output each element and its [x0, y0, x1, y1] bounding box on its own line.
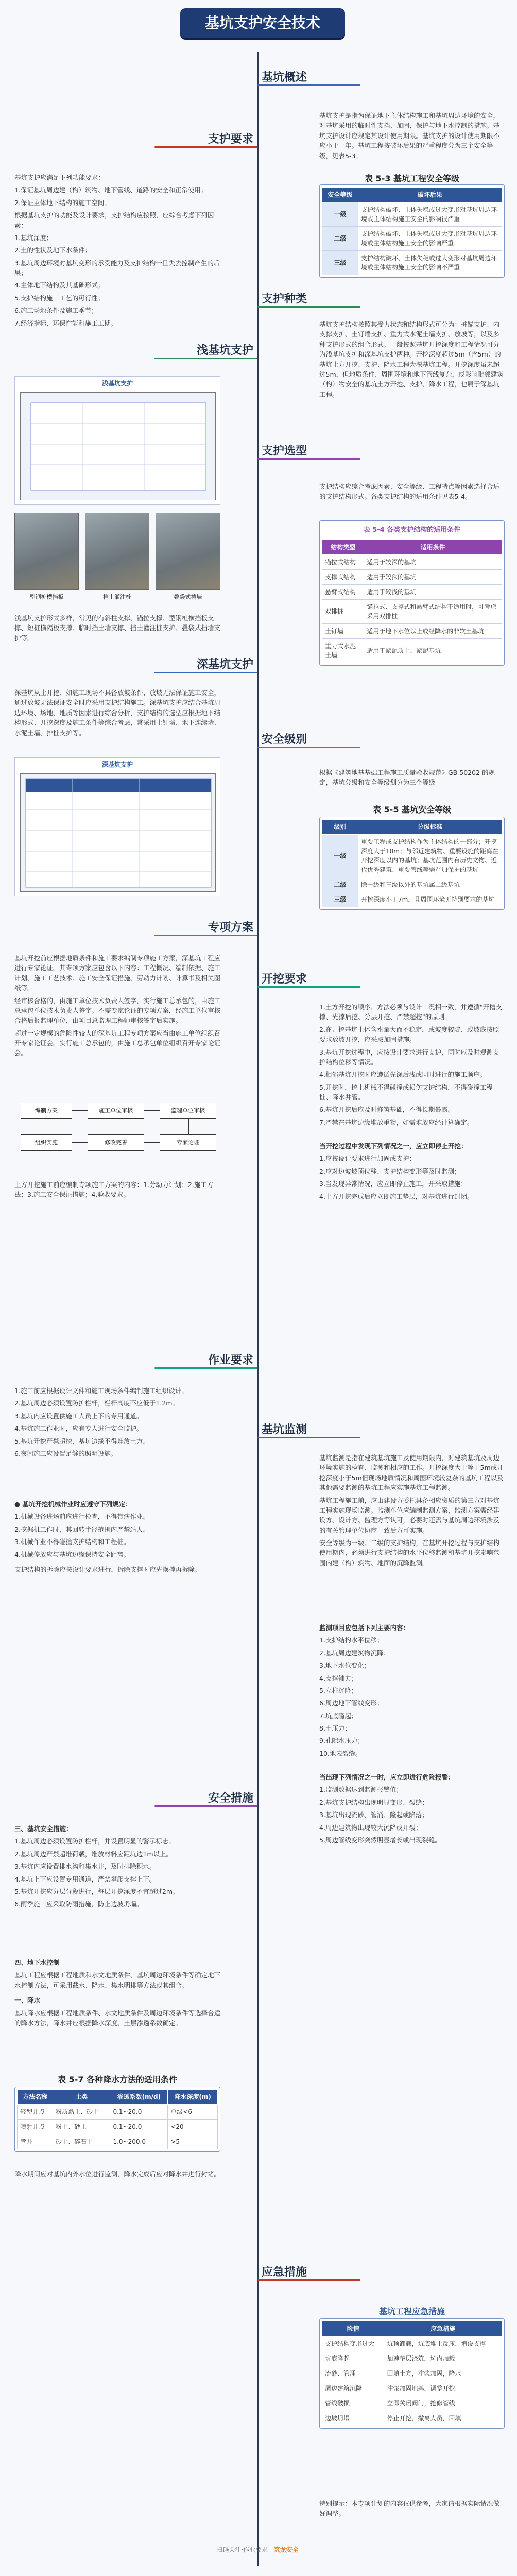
- branch-deep: [154, 654, 257, 673]
- table-row: [322, 2336, 502, 2351]
- list-item: 4.基坑上下应设置专用通道，严禁攀爬支撑上下。: [14, 1875, 156, 1883]
- branch-label: 应急措施: [262, 2265, 307, 2279]
- table-cell: 砂土、碎石土: [53, 2134, 110, 2149]
- shallow-diagram: [20, 392, 216, 500]
- branch-requirements: [154, 129, 257, 147]
- list-item: 4.土方开挖完成后应立即施工垫层，对基坑进行封闭。: [319, 1192, 474, 1200]
- measures-table: [17, 2089, 218, 2149]
- deep-figure: [14, 757, 220, 896]
- support-photo: [14, 513, 79, 590]
- branch-label: 深基坑支护: [196, 658, 253, 671]
- types-text: [319, 319, 505, 402]
- flow-node: 编制方案: [21, 1103, 72, 1119]
- shallow-figure: [14, 376, 220, 505]
- table-row: [322, 202, 502, 227]
- table-cell: 回填土方，注浆加固，降水: [384, 2366, 502, 2381]
- list-item: 1.保证基坑周边建（构）筑物、地下管线、道路的安全和正常使用；: [14, 186, 208, 194]
- branch-label: 支护种类: [262, 292, 307, 306]
- table-cell: 流砂、管涌: [322, 2366, 384, 2381]
- safety-level-table-caption: 表 5-5 基坑安全等级: [372, 805, 452, 815]
- list-item: 1.施工前应根据设计文件和施工现场条件编制施工组织设计。: [14, 1387, 188, 1395]
- list-item: 4.基坑施工作业时，应有专人进行安全监护。: [14, 1425, 143, 1433]
- table-row: [322, 2411, 502, 2426]
- table-row: [322, 2351, 502, 2366]
- operation-closing: 支护结构的拆除应按设计要求进行，拆除支撑时应先换撑再拆除。: [14, 1565, 201, 1573]
- excavation-list: [319, 1002, 505, 1130]
- list-item: 4.机械停放应与基坑边缘保持安全距离。: [14, 1550, 130, 1558]
- table-cell: 单级<6: [168, 2105, 218, 2120]
- table-row: [322, 892, 502, 907]
- table-cell: 锚拉式结构: [322, 554, 364, 569]
- section-title: 四、地下水控制: [14, 1959, 60, 1967]
- list-item: 6.周边地下管线变形；: [319, 1699, 384, 1707]
- list-item: 6.基坑开挖后应及时修筑基础，不得长期暴露。: [319, 1106, 454, 1114]
- table-cell: 加速垫层浇筑，坑内加载: [384, 2351, 502, 2366]
- list-item: 2.保证主体地下结构的施工空间。: [14, 198, 111, 207]
- table-cell: 0.1~20.0: [110, 2105, 168, 2120]
- shallow-figure-title: 浅基坑支护: [101, 380, 133, 387]
- list-item: 2.基坑周边必须设置防护栏杆，栏杆高度不应低于1.2m。: [14, 1399, 179, 1408]
- measures-paragraph: 基坑降水应根据工程地质条件、水文地质条件及周边环境条件等选择合适的降水方法，降水井应根据降水深度、土层渗透系数确定。: [14, 2009, 221, 2027]
- table-row: [322, 2396, 502, 2411]
- table-cell: 注浆加固地基，调整开挖: [384, 2381, 502, 2396]
- list-item: 根据基坑支护的功能及设计要求，支护结构应按照，应综合考虑下列因素：: [14, 211, 214, 229]
- flow-arrow: [72, 1142, 88, 1143]
- list-item: 2.基坑周边严禁超堆荷载，堆放材料应距坑边1m以上。: [14, 1850, 173, 1858]
- special-plan-paragraph: 经审核合格的，由施工单位技术负责人签字，实行施工总承包的，由施工总承包单位技术负责人签字。不需专家论证的专项方案，经施工单位审核合格后报监理单位，由项目总监理工程师审核签字后实施。: [14, 996, 221, 1025]
- table-cell: 除一级和三级以外的基坑属二级基坑: [358, 877, 502, 892]
- monitoring-text: [319, 1453, 505, 1570]
- list-item: 7.坑底隆起；: [319, 1711, 358, 1720]
- table-cell: >5: [168, 2134, 218, 2149]
- list-item: 3.机械作业不得碰撞支护结构和工程桩。: [14, 1538, 130, 1546]
- list-item: 1.监测数据达到监测报警值；: [319, 1786, 403, 1794]
- footer-brand: 筑龙安全: [273, 2546, 299, 2553]
- list-item: 5.立柱沉降；: [319, 1686, 358, 1694]
- selection-text: [319, 482, 505, 504]
- table-header: 级别: [322, 820, 358, 835]
- flow-arrow: [72, 1110, 88, 1111]
- excavation-stop: [319, 1141, 505, 1204]
- table-header: 险情: [322, 2321, 384, 2336]
- support-photo: [156, 513, 220, 590]
- list-item: 3.基坑出现流砂、管涌、隆起或陷落；: [319, 1811, 428, 1819]
- section-title: 一、降水: [14, 1996, 41, 2005]
- shallow-caption: [14, 613, 220, 646]
- table-cell: 轻型井点: [18, 2105, 53, 2120]
- selection-table: [322, 539, 502, 663]
- safety-level-paragraph: 根据《建筑地基基础工程施工质量验收规范》GB 50202 的规定，基坑分级和安全等级划分为三个等级: [319, 769, 495, 787]
- section-title: ● 基坑开挖机械作业时应遵守下列规定：: [14, 1500, 132, 1508]
- table-header: 分级标准: [358, 820, 502, 835]
- table-cell: 适用于较深的基坑: [364, 569, 502, 584]
- special-plan-paragraph: 超过一定规模的危险性较大的深基坑工程专项方案应当由施工单位组织召开专家论证会。实行施工总承包的，由施工总承包单位组织召开专家论证会。: [14, 1029, 221, 1057]
- emergency-table-box: [319, 2318, 505, 2429]
- deep-diagram: [20, 773, 216, 892]
- page-title: 基坑支护安全技术: [180, 8, 345, 38]
- table-row: [322, 227, 502, 251]
- emergency-table: [322, 2321, 502, 2426]
- table-cell: 0.1~20.0: [110, 2120, 168, 2134]
- monitoring-paragraph: 基坑工程施工前，应由建设方委托具备相应资质的第三方对基坑工程实施现场监测。监测单位应编制监测方案，监测方案需经建设方、设计方、监理方等认可，必要时还需与基坑周边环境涉及的有关管理单位协商一致后方可实施。: [319, 1496, 500, 1534]
- table-header: 渗透系数(m/d): [110, 2090, 168, 2105]
- flow-node: 专家论证: [160, 1134, 216, 1151]
- branch-emergency: [257, 2262, 360, 2280]
- table-cell: <20: [168, 2120, 218, 2134]
- list-item: 7.严禁在基坑边缘堆放重物，如需堆放应经计算确定。: [319, 1118, 474, 1126]
- list-item: 5.基坑开挖应分层分段进行，每层开挖深度不宜超过2m。: [14, 1887, 179, 1895]
- table-header: 应急措施: [384, 2321, 502, 2336]
- branch-monitoring: [257, 1419, 360, 1438]
- table-header: 降水深度(m): [168, 2090, 218, 2105]
- safety-level-text: [319, 768, 505, 790]
- list-item: 6.施工场地条件及施工季节；: [14, 307, 98, 315]
- special-plan-contents: [14, 1180, 220, 1202]
- table-cell: 粉土、砂土: [53, 2120, 110, 2134]
- branch-safety-level: [257, 729, 360, 748]
- table-row: [322, 584, 502, 599]
- table-cell: 坑底隆起: [322, 2351, 384, 2366]
- operation-machine: [14, 1499, 220, 1577]
- table-cell: 锚拉式、支撑式和悬臂式结构不适用时，可考虑采用双排桩: [364, 599, 502, 623]
- table-cell: 支撑式结构: [322, 569, 364, 584]
- list-item: 2.基坑周边建筑物沉降；: [319, 1649, 390, 1657]
- table-cell: 三级: [322, 892, 358, 907]
- table-row: [322, 599, 502, 623]
- table-cell: 一级: [322, 835, 358, 877]
- footer-text: 扫码关注·作业要求: [216, 2546, 268, 2553]
- branch-label: 专项方案: [208, 921, 253, 934]
- list-item: 1.基坑深度；: [14, 233, 53, 242]
- branch-label: 支护要求: [208, 132, 253, 146]
- support-section-icon: [21, 393, 216, 501]
- table-cell: 开挖深度小于7m，且周围环境无特别要求的基坑: [358, 892, 502, 907]
- table-header: 方法名称: [18, 2090, 53, 2105]
- table-cell: 周边建筑沉降: [322, 2381, 384, 2396]
- table-cell: 管井: [18, 2134, 53, 2149]
- list-item: 3.当发现异常情况，应立即停止施工，并采取措施；: [319, 1180, 467, 1188]
- list-item: 4.主体地下结构及其基础形式；: [14, 281, 105, 290]
- table-cell: 停止开挖，撤离人员，回填: [384, 2411, 502, 2426]
- table-cell: 粉质黏土、砂土: [53, 2105, 110, 2120]
- table-row: [322, 835, 502, 877]
- branch-shallow: [154, 340, 257, 359]
- list-item: 1.基坑周边必须设置防护栏杆，并设置明显的警示标志。: [14, 1837, 175, 1845]
- list-item: 4.周边建筑物出现较大沉降或开裂；: [319, 1823, 422, 1832]
- list-item: 4.支撑轴力；: [319, 1674, 358, 1682]
- branch-operation: [154, 1350, 257, 1368]
- special-plan-flowchart: [21, 1103, 216, 1170]
- list-item: 7.经济指标、环保性能和施工工期。: [14, 319, 117, 327]
- overview-table-box: [319, 184, 505, 278]
- branch-label: 基坑监测: [262, 1423, 307, 1436]
- footer: [31, 2545, 484, 2554]
- section-title: 当开挖过程中发现下列情况之一，应立即停止开挖：: [319, 1142, 468, 1150]
- flow-node: 修改完善: [88, 1134, 144, 1151]
- table-row: [322, 554, 502, 569]
- measures-water: [14, 1958, 220, 2030]
- measures-closing: [14, 2169, 220, 2181]
- table-row: [18, 2120, 218, 2134]
- table-row: [18, 2105, 218, 2120]
- photo-caption: 叠袋式挡墙: [174, 594, 202, 600]
- measures-paragraph: 基坑工程应根据工程地质和水文地质条件、基坑周边环境条件等确定地下水控制方法，可采用截水、降水、集水明排等方法或其组合。: [14, 1971, 221, 1989]
- flow-arrow: [188, 1119, 189, 1134]
- monitoring-paragraph: 基坑监测是指在建筑基坑施工及使用期限内，对建筑基坑及周边环境实施的检查、监测和相应的工作。开挖深度大于等于5m或开挖深度小于5m但现场地质情况和周围环境较复杂的基坑工程以及其他需要监测的基坑工程应实施基坑工程监测。: [319, 1454, 504, 1492]
- table-header: 土类: [53, 2090, 110, 2105]
- table-cell: 喷射井点: [18, 2120, 53, 2134]
- table-cell: 二级: [322, 227, 358, 251]
- list-item: 10.地表裂缝。: [319, 1749, 362, 1757]
- table-cell: 重力式水泥土墙: [322, 638, 364, 663]
- emergency-note: [319, 2499, 505, 2521]
- branch-label: 支护选型: [262, 444, 307, 457]
- selection-paragraph: 支护结构应综合考虑因素、安全等级、工程特点等因素选择合适的支护结构形式。各类支护结构的适用条件见表5-4。: [319, 483, 500, 501]
- flow-arrow: [144, 1142, 160, 1143]
- safety-level-table-box: [319, 817, 505, 910]
- selection-table-caption: 表 5-4 各类支护结构的适用条件: [363, 526, 461, 534]
- list-item: 5.开挖时，挖土机械不得碰撞或损伤支护结构，不得碰撞工程桩、降水井管。: [319, 1083, 493, 1101]
- branch-label: 浅基坑支护: [196, 344, 253, 357]
- branch-label: 安全措施: [208, 1791, 253, 1805]
- list-item: 9.孔隙水压力；: [319, 1737, 364, 1745]
- overview-table: [322, 187, 502, 275]
- photo-caption: 挡土灌注桩: [103, 594, 131, 600]
- list-item: 1.机械设备进场前应进行检查，不得带病作业。: [14, 1513, 149, 1521]
- branch-types: [257, 289, 360, 307]
- monitoring-check: [319, 1623, 505, 1761]
- table-cell: 适用于淤泥质土、淤泥基坑: [364, 638, 502, 663]
- table-cell: 适用于较浅的基坑: [364, 584, 502, 599]
- emergency-table-caption: 基坑工程应急措施: [378, 2307, 445, 2316]
- table-cell: 支护结构破坏、土体失稳或过大变形对基坑周边环境或主体结构施工安全的影响严重: [358, 227, 502, 251]
- list-item: 5.基坑开挖严禁超挖，基坑边缘不得堆放土方。: [14, 1437, 149, 1445]
- table-cell: 悬臂式结构: [322, 584, 364, 599]
- list-item: 2.挖掘机工作时，其回转半径范围内严禁站人。: [14, 1525, 149, 1533]
- table-cell: 一级: [322, 202, 358, 227]
- table-cell: 支护结构破坏、土体失稳或过大变形对基坑周边环境或主体结构施工安全的影响很严重: [358, 202, 502, 227]
- table-row: [322, 251, 502, 275]
- special-plan-text: [14, 953, 220, 1061]
- branch-excavation: [257, 969, 360, 987]
- list-item: 2.基坑支护结构出现明显变形、裂缝；: [319, 1798, 428, 1806]
- requirements-intro: 基坑支护应满足下列功能要求：: [14, 174, 105, 181]
- selection-table-box: [319, 520, 505, 666]
- table-header: 结构类型: [322, 539, 364, 554]
- operation-list: [14, 1386, 220, 1461]
- table-cell: 二级: [322, 877, 358, 892]
- list-item: 2.在开挖基坑土体含水量大而不稳定，或坡度较陡、或坡底按照要求放坡开挖，应采取加固措施。: [319, 1025, 499, 1044]
- branch-selection: [257, 440, 360, 459]
- list-item: 6.雨季施工应采取防雨措施，防止边坡坍塌。: [14, 1900, 143, 1908]
- flow-arrow: [144, 1110, 160, 1111]
- mindmap-spine: [257, 52, 259, 2566]
- measures-table-caption: 表 5-7 各种降水方法的适用条件: [57, 2075, 178, 2084]
- branch-label: 安全级别: [262, 733, 307, 746]
- monitoring-paragraph: 安全等级为一级、二级的支护结构，在基坑开挖过程与支护结构使用期内，必须进行支护结构的水平位移监测和基坑开挖影响范围内建（构）筑物、地面的沉降监测。: [319, 1539, 500, 1567]
- shallow-photo-row: [14, 513, 220, 605]
- flow-node: 施工单位审核: [88, 1103, 144, 1119]
- list-item: 1.土方开挖的顺序、方法必须与设计工况相一致，并遵循"开槽支撑、先撑后挖、分层开挖、严禁超挖"的原则。: [319, 1003, 503, 1021]
- table-row: [322, 569, 502, 584]
- safety-level-table: [322, 819, 502, 907]
- list-item: 3.地下水位变化；: [319, 1662, 371, 1670]
- list-item: 2.土的性状及地下水条件；: [14, 246, 92, 255]
- table-cell: 双排桩: [322, 599, 364, 623]
- list-item: 3.基坑内应设置供施工人员上下的专用通道。: [14, 1412, 143, 1420]
- special-plan-paragraph: 土方开挖施工前应编制专项施工方案的内容：1.劳动力计划；2.施工方法；3.施工安全保证措施；4.验收要求。: [14, 1181, 214, 1199]
- table-cell: 土钉墙: [322, 623, 364, 638]
- monitoring-alarm: [319, 1772, 505, 1848]
- branch-overview: [257, 67, 360, 86]
- table-row: [322, 638, 502, 663]
- table-cell: 支护结构变形过大: [322, 2336, 384, 2351]
- list-item: 5.支护结构施工工艺的可行性；: [14, 294, 105, 302]
- table-header: 安全等级: [322, 188, 358, 202]
- branch-label: 作业要求: [208, 1353, 253, 1367]
- table-cell: 重要工程或支护结构作为主体结构的一部分；开挖深度大于10m；与邻近建筑物、重要设施的距离在开挖深度以内的基坑；基坑范围内有历史文物、近代优秀建筑、重要管线等需严加保护的基坑: [358, 835, 502, 877]
- emergency-note-text: 特别提示：本专项计划的内容仅供参考，大家请根据实际情况做好调整。: [319, 2500, 500, 2518]
- support-photo: [85, 513, 149, 590]
- table-row: [322, 623, 502, 638]
- branch-measures: [154, 1788, 257, 1806]
- list-item: 8.土压力；: [319, 1724, 351, 1732]
- list-item: 3.基坑周边环境对基坑变形的承受能力及支护结构一旦失去控制产生的后果；: [14, 259, 220, 277]
- photo-caption: 型钢桩横挡板: [29, 594, 64, 600]
- requirements-list: [14, 173, 220, 331]
- types-paragraph: 基坑支护结构按照其受力状态和结构形式可分为：桩锚支护、内支撑支护、土钉墙支护、重力式水泥土墙支护、放坡等，以及多种支护形式的组合形式。一般按照基坑开挖深度和工程情况可分为浅基坑支护和深基坑支护两种。开挖深度超过5m（含5m）的基坑土方开挖、支护、降水工程为深基坑工程。开挖深度虽未超过5m，但地质条件、周围环境和地下管线复杂，或影响毗邻建筑（构）物安全的基坑土方开挖、支护、降水工程，也属于深基坑工程。: [319, 320, 504, 398]
- table-cell: 支护结构破坏、土体失稳或过大变形对基坑周边环境或主体结构施工安全的影响不严重: [358, 251, 502, 275]
- measures-list: [14, 1824, 220, 1912]
- list-item: 4.相邻基坑开挖时应遵循先深后浅或同时进行的施工顺序。: [319, 1071, 487, 1079]
- overview-text: [319, 111, 505, 163]
- measures-closing-text: 降水期间应对基坑内外水位进行监测，降水完成后应对降水井进行封堵。: [14, 2170, 221, 2178]
- special-plan-paragraph: 基坑开挖前应根据地质条件和施工要求编制专项施工方案，深基坑工程应进行专家论证。其专项方案应包含以下内容：工程概况、编制依据、施工计划、施工工艺技术、施工安全保证措施、劳动力计划、计算书及相关图纸等。: [14, 954, 221, 992]
- table-row: [322, 2381, 502, 2396]
- table-row: [322, 877, 502, 892]
- table-cell: 适用于较深的基坑: [364, 554, 502, 569]
- table-header: 破坏后果: [358, 188, 502, 202]
- table-header: 适用条件: [364, 539, 502, 554]
- deep-paragraph: 深基坑从土开挖、如施工现场不具备放坡条件，放坡无法保证施工安全，通过放坡无法保证安全时应采用支护结构施工。深基坑支护应结合基坑周边环境、场地、地质等因素进行综合分析，支护结构的选型应根据地下结构形式、开挖深度及施工条件等综合考虑，常采用土钉墙、地下连续墙、水泥土墙、排桩支护等。: [14, 689, 221, 737]
- table-row: [18, 2134, 218, 2149]
- list-item: 1.应按设计要求进行加固或支护；: [319, 1155, 416, 1163]
- table-row: [322, 2366, 502, 2381]
- table-cell: 边坡坍塌: [322, 2411, 384, 2426]
- branch-label: 开挖要求: [262, 972, 307, 986]
- list-item: 3.基坑内应设置排水沟和集水井，及时排除积水。: [14, 1862, 156, 1871]
- measures-table-box: [14, 2087, 220, 2152]
- list-item: 6.夜间施工应设置足够的照明设施。: [14, 1449, 117, 1458]
- section-title: 监测项目应包括下列主要内容：: [319, 1624, 410, 1632]
- list-item: 2.应对边坡坡顶位移、支护结构变形等及时监测；: [319, 1167, 461, 1175]
- branch-special-plan: [154, 917, 257, 936]
- shallow-caption-text: 浅基坑支护形式多样，常见的有斜柱支撑、锚拉支撑、型钢桩横挡板支撑、短桩横隔板支撑、临时挡土墙支撑、挡土灌注桩支护、叠袋式挡墙支护等。: [14, 614, 221, 642]
- list-item: 1.支护结构水平位移；: [319, 1636, 384, 1645]
- section-title: 三、基坑安全措施：: [14, 1825, 73, 1833]
- branch-label: 基坑概述: [262, 71, 307, 84]
- table-cell: 1.0~200.0: [110, 2134, 168, 2149]
- flow-node: 组织实施: [21, 1134, 72, 1151]
- deep-figure-title: 深基坑支护: [101, 761, 133, 768]
- table-cell: 三级: [322, 251, 358, 275]
- flow-node: 监理单位审核: [160, 1103, 216, 1119]
- section-title: 当出现下列情况之一时，应立即进行危险报警：: [319, 1773, 455, 1781]
- table-cell: 管线破损: [322, 2396, 384, 2411]
- list-item: 3.基坑开挖过程中，应按设计要求进行支护，同时应及时观测支护结构位移等情况。: [319, 1048, 499, 1066]
- table-cell: 立即关闭阀门，抢修管线: [384, 2396, 502, 2411]
- deep-support-table-icon: [21, 774, 216, 892]
- overview-table-caption: 表 5-3 基坑工程安全等级: [364, 174, 460, 183]
- list-item: 5.周边管线变形突然明显增长或出现裂缝。: [319, 1836, 441, 1844]
- deep-text: [14, 688, 220, 740]
- table-cell: 坑顶卸载，坑底堆土反压，增设支撑: [384, 2336, 502, 2351]
- overview-paragraph: 基坑支护是指为保证地下主体结构施工和基坑周边环境的安全，对基坑采用的临时性支挡、加固、保护与地下水控制的措施。基坑支护设计应规定其设计使用期限。基坑支护的设计使用期限不应小于一年。基坑工程按破坏后果的严重程度分为三个安全等级，见表5-3。: [319, 112, 500, 160]
- table-cell: 适用于地下水位以上或经降水的非软土基坑: [364, 623, 502, 638]
